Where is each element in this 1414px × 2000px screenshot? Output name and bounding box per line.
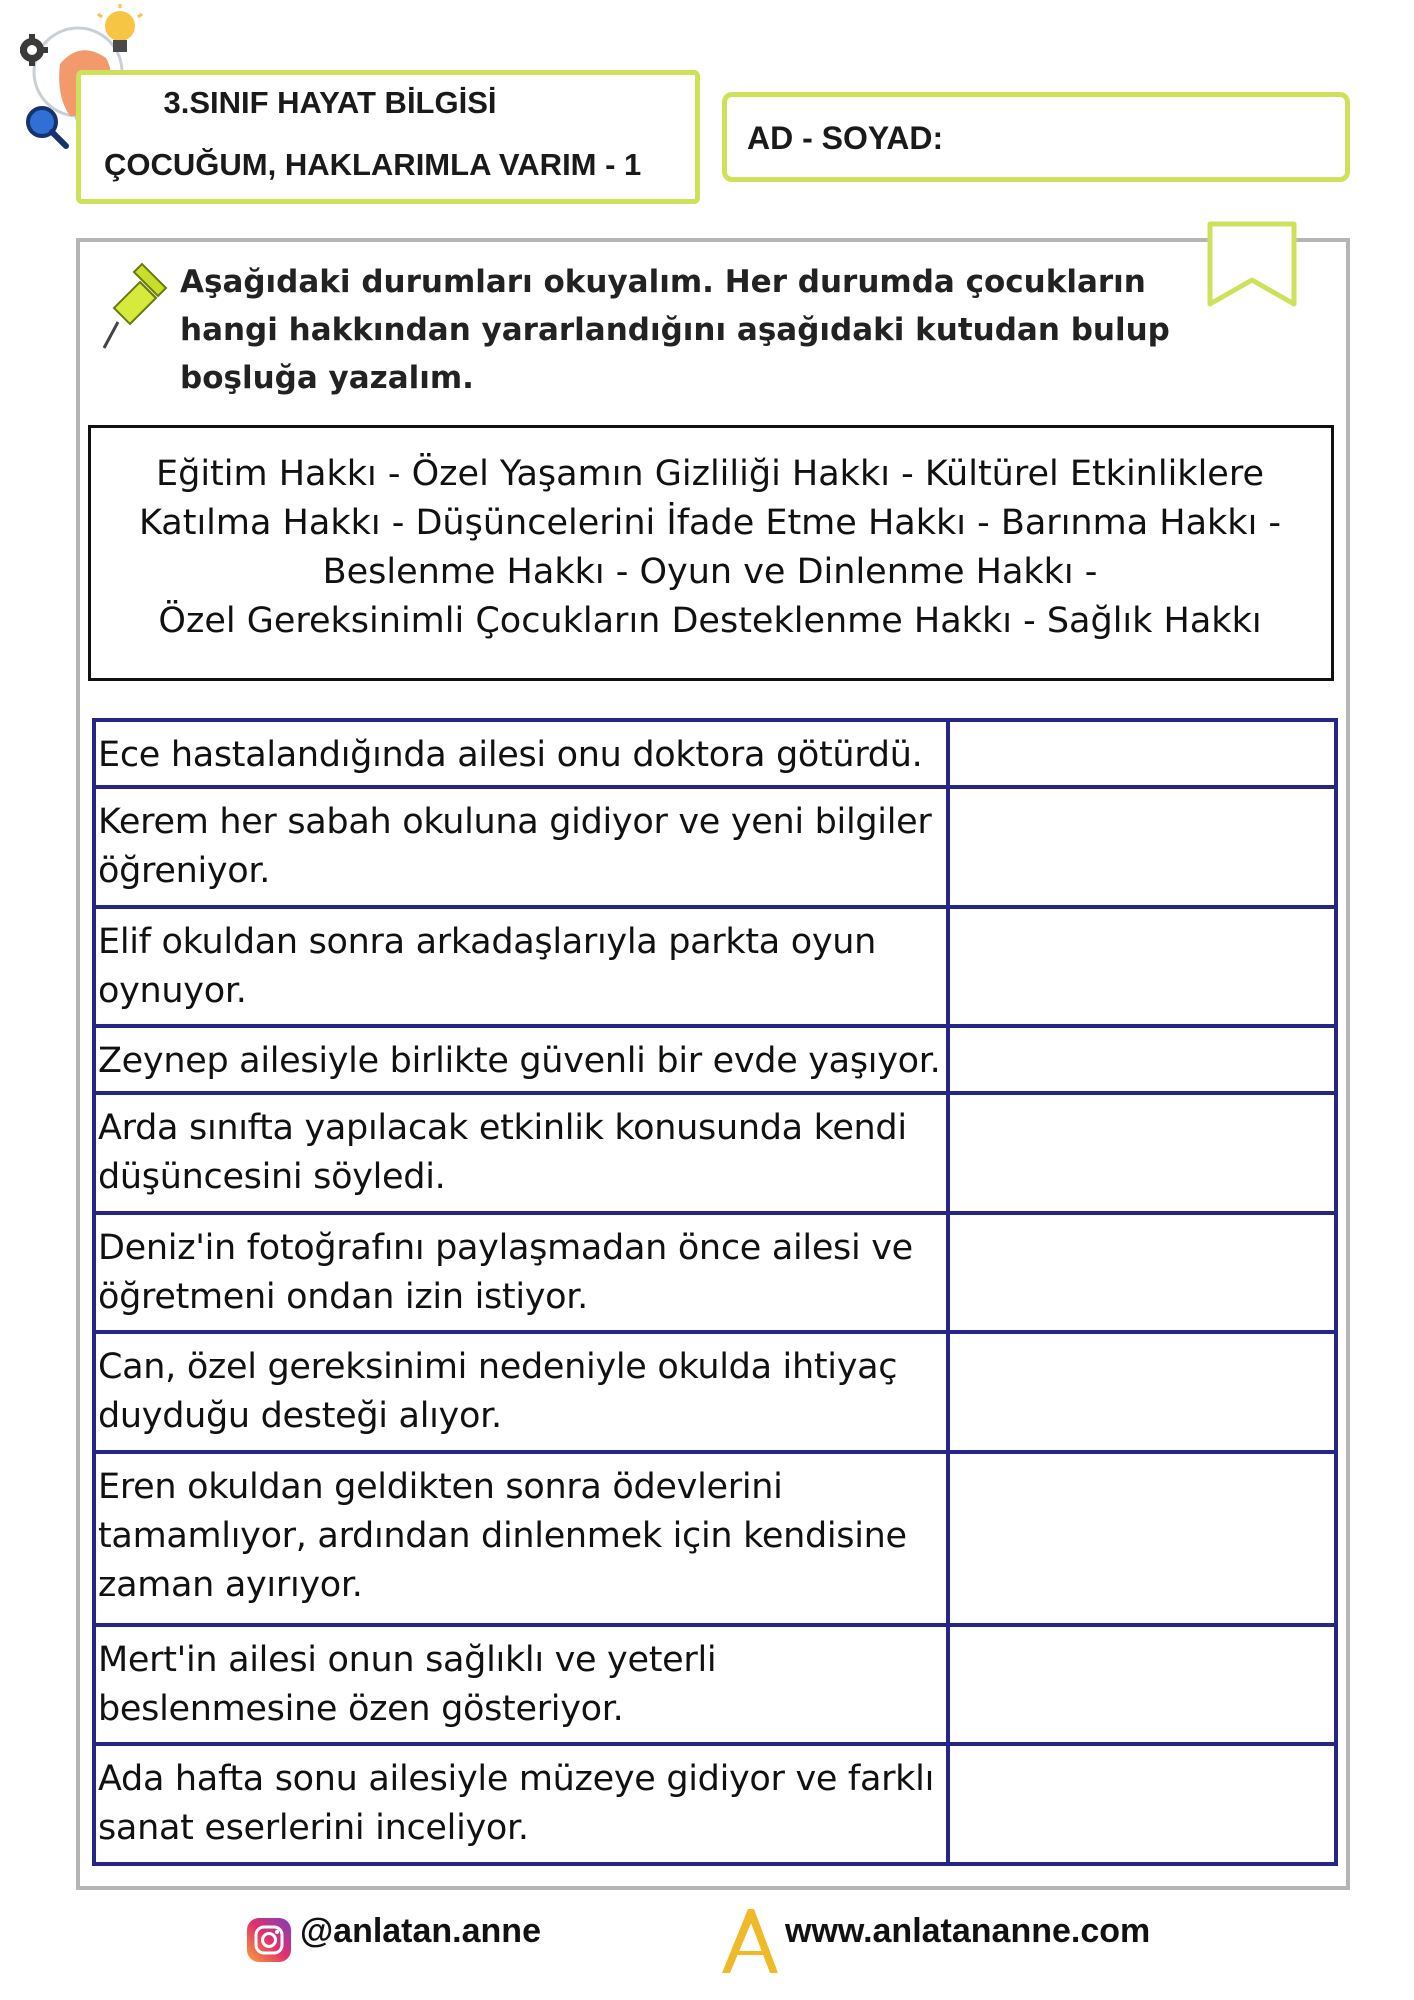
gear-icon: [20, 34, 48, 66]
situation-cell: [94, 1744, 948, 1864]
situation-table: [92, 718, 1338, 1866]
rights-word-list: [110, 450, 1310, 646]
bookmark-icon: [1200, 220, 1310, 320]
situation-cell: [94, 720, 948, 787]
table-row: [94, 1625, 1336, 1745]
instruction-text: Aşağıdaki durumları okuyalım. Her durumda çocukların hangi hakkından yararlandığını aşağıdaki kutudan bulup boşluğa yazalım.: [180, 264, 1170, 396]
table-row: [94, 907, 1336, 1027]
situation-text: Mert'in ailesi onun sağlıklı ve yeterli beslenmesine özen gösteriyor.: [98, 1639, 717, 1729]
situation-cell: [94, 907, 948, 1027]
situation-text: Kerem her sabah okuluna gidiyor ve yeni bilgiler öğreniyor.: [98, 801, 932, 891]
situation-text: Deniz'in fotoğrafını paylaşmadan önce ailesi ve öğretmeni ondan izin istiyor.: [98, 1227, 913, 1317]
answer-cell[interactable]: [948, 1744, 1336, 1864]
answer-cell[interactable]: [948, 1026, 1336, 1093]
situation-text: Elif okuldan sonra arkadaşlarıyla parkta oyun oynuyor.: [98, 921, 877, 1011]
situation-cell: [94, 1213, 948, 1333]
website-link[interactable]: www.anlatananne.com: [785, 1912, 1151, 1950]
situation-cell: [94, 1332, 948, 1452]
answer-cell[interactable]: [948, 1452, 1336, 1625]
table-row: [94, 1332, 1336, 1452]
answer-cell[interactable]: [948, 1213, 1336, 1333]
situation-cell: [94, 1625, 948, 1745]
situation-cell: [94, 787, 948, 907]
worksheet-topic-title: ÇOCUĞUM, HAKLARIMLA VARIM - 1: [104, 147, 642, 182]
answer-cell[interactable]: [948, 1625, 1336, 1745]
answer-cell[interactable]: [948, 720, 1336, 787]
answer-cell[interactable]: [948, 787, 1336, 907]
table-row: [94, 1452, 1336, 1625]
situation-text: Arda sınıfta yapılacak etkinlik konusunda kendi düşüncesini söyledi.: [98, 1108, 907, 1198]
table-row: [94, 1744, 1336, 1864]
rights-line: Eğitim Hakkı - Özel Yaşamın Gizliliği Hakkı - Kültürel Etkinliklere: [155, 454, 1264, 494]
instagram-handle[interactable]: @anlatan.anne: [300, 1912, 541, 1950]
rights-line: Beslenme Hakkı - Oyun ve Dinlenme Hakkı -: [322, 552, 1098, 592]
situation-text: Ece hastalandığında ailesi onu doktora götürdü.: [98, 735, 923, 775]
pushpin-icon: [100, 258, 172, 352]
rights-line: Katılma Hakkı - Düşüncelerini İfade Etme Hakkı - Barınma Hakkı -: [138, 503, 1282, 543]
table-row: [94, 787, 1336, 907]
instagram-icon[interactable]: [246, 1917, 292, 1963]
table-row: [94, 1213, 1336, 1333]
name-label: AD - SOYAD:: [747, 120, 944, 156]
answer-cell[interactable]: [948, 907, 1336, 1027]
situation-cell: [94, 1452, 948, 1625]
table-row: [94, 1093, 1336, 1213]
table-row: [94, 1026, 1336, 1093]
a-logo-icon: [718, 1905, 780, 1975]
lightbulb-icon: [98, 4, 142, 52]
situation-text: Zeynep ailesiyle birlikte güvenli bir evde yaşıyor.: [98, 1041, 941, 1082]
worksheet-grade-title: 3.SINIF HAYAT BİLGİSİ: [163, 85, 497, 120]
situation-text: Eren okuldan geldikten sonra ödevlerini tamamlıyor, ardından dinlenmek için kendisine zaman ayırıyor.: [98, 1467, 907, 1606]
situation-cell: [94, 1093, 948, 1213]
situation-text: Ada hafta sonu ailesiyle müzeye gidiyor ve farklı sanat eserlerini inceliyor.: [98, 1759, 934, 1849]
rights-line: Özel Gereksinimli Çocukların Desteklenme Hakkı - Sağlık Hakkı: [158, 601, 1262, 641]
answer-cell[interactable]: [948, 1332, 1336, 1452]
table-row: [94, 720, 1336, 787]
answer-cell[interactable]: [948, 1093, 1336, 1213]
situation-cell: [94, 1026, 948, 1093]
situation-text: Can, özel gereksinimi nedeniyle okulda ihtiyaç duyduğu desteği alıyor.: [98, 1347, 898, 1437]
